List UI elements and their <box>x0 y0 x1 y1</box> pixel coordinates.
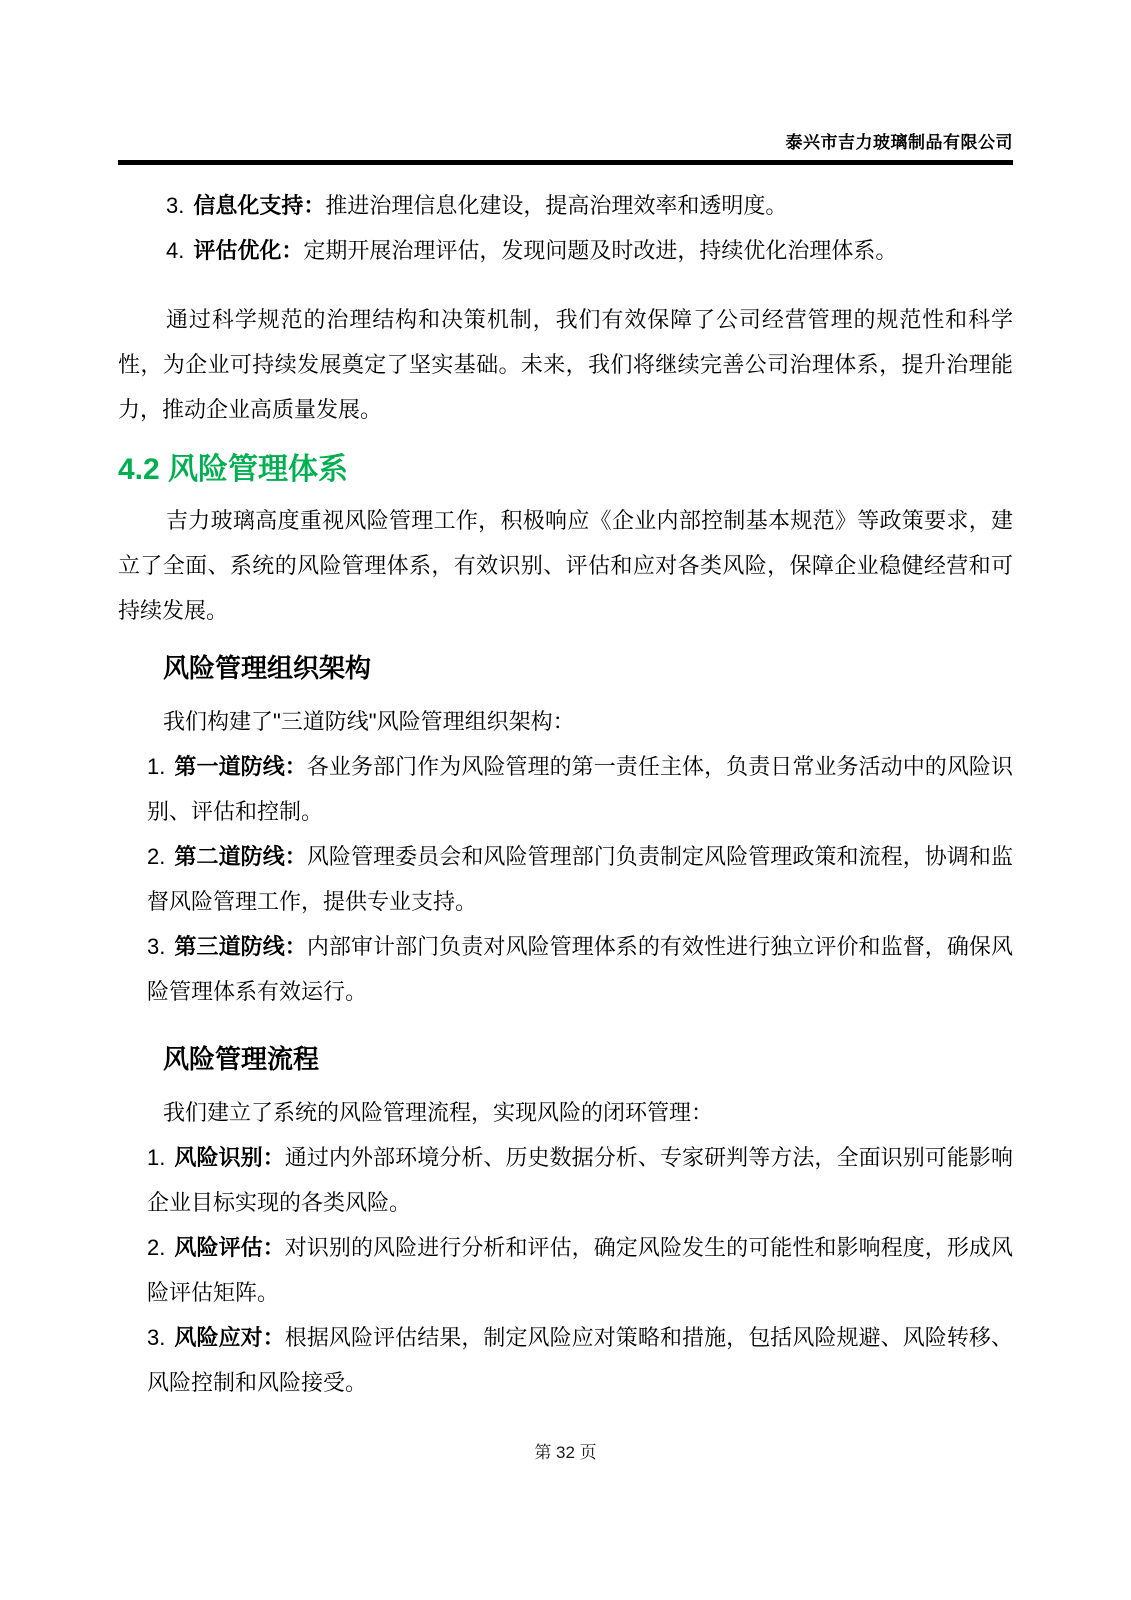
list-item <box>118 183 1013 228</box>
subsection-risk-org-structure <box>118 649 1013 1014</box>
list-item <box>147 834 1013 924</box>
item-text: 对识别的风险进行分析和评估，确定风险发生的可能性和影响程度，形成风险评估矩阵。 <box>147 1235 1013 1305</box>
item-label: 风险评估： <box>174 1235 285 1260</box>
subsection-title: 风险管理流程 <box>163 1044 320 1074</box>
item-text: 推进治理信息化建设，提高治理效率和透明度。 <box>325 193 788 218</box>
item-label: 信息化支持： <box>193 193 326 218</box>
company-name: 泰兴市吉力玻璃制品有限公司 <box>785 133 1013 152</box>
subsection-lead: 我们建立了系统的风险管理流程，实现风险的闭环管理： <box>163 1100 714 1125</box>
item-number: 3. <box>166 193 185 218</box>
page-header <box>118 131 1013 155</box>
list-item <box>147 1135 1013 1225</box>
item-label: 风险应对： <box>174 1325 285 1350</box>
page-content <box>118 183 1013 1405</box>
subsection-risk-process <box>118 1040 1013 1405</box>
item-number: 2. <box>147 1235 166 1260</box>
item-text: 定期开展治理评估，发现问题及时改进，持续优化治理体系。 <box>303 238 898 263</box>
item-number: 2. <box>147 844 166 869</box>
item-text: 根据风险评估结果，制定风险应对策略和措施，包括风险规避、风险转移、风险控制和风险接受。 <box>147 1325 1013 1395</box>
list-item <box>147 744 1013 834</box>
item-text: 各业务部门作为风险管理的第一责任主体，负责日常业务活动中的风险识别、评估和控制。 <box>147 754 1013 824</box>
item-text: 风险管理委员会和风险管理部门负责制定风险管理政策和流程，协调和监督风险管理工作，提供专业支持。 <box>147 844 1013 914</box>
list-item <box>147 1315 1013 1405</box>
paragraph-governance-summary: 通过科学规范的治理结构和决策机制，我们有效保障了公司经营管理的规范性和科学性，为企业可持续发展奠定了坚实基础。未来，我们将继续完善公司治理体系，提升治理能力，推动企业高质量发展。 <box>118 307 1013 422</box>
subsection-title: 风险管理组织架构 <box>163 653 372 683</box>
item-number: 4. <box>166 238 185 263</box>
item-label: 第三道防线： <box>174 934 307 959</box>
item-label: 第一道防线： <box>174 754 307 779</box>
list-item <box>118 228 1013 273</box>
item-number: 1. <box>147 754 166 779</box>
item-label: 风险识别： <box>174 1145 285 1170</box>
item-text: 通过内外部环境分析、历史数据分析、专家研判等方法，全面识别可能影响企业目标实现的各类风险。 <box>147 1145 1013 1215</box>
item-label: 评估优化： <box>193 238 304 263</box>
item-text: 内部审计部门负责对风险管理体系的有效性进行独立评价和监督，确保风险管理体系有效运行。 <box>147 934 1013 1004</box>
list-item <box>147 1225 1013 1315</box>
item-number: 3. <box>147 934 166 959</box>
list-item <box>147 924 1013 1014</box>
item-label: 第二道防线： <box>174 844 307 869</box>
section-title-risk-management: 4.2 风险管理体系 <box>118 453 349 486</box>
item-number: 1. <box>147 1145 166 1170</box>
header-rule <box>118 160 1013 165</box>
paragraph-section-intro: 吉力玻璃高度重视风险管理工作，积极响应《企业内部控制基本规范》等政策要求，建立了全面、系统的风险管理体系，有效识别、评估和应对各类风险，保障企业稳健经营和可持续发展。 <box>118 508 1013 623</box>
page-footer <box>0 1441 1131 1465</box>
page-number: 第 32 页 <box>534 1443 597 1462</box>
subsection-lead: 我们构建了"三道防线"风险管理组织架构： <box>163 709 575 734</box>
item-number: 3. <box>147 1325 166 1350</box>
